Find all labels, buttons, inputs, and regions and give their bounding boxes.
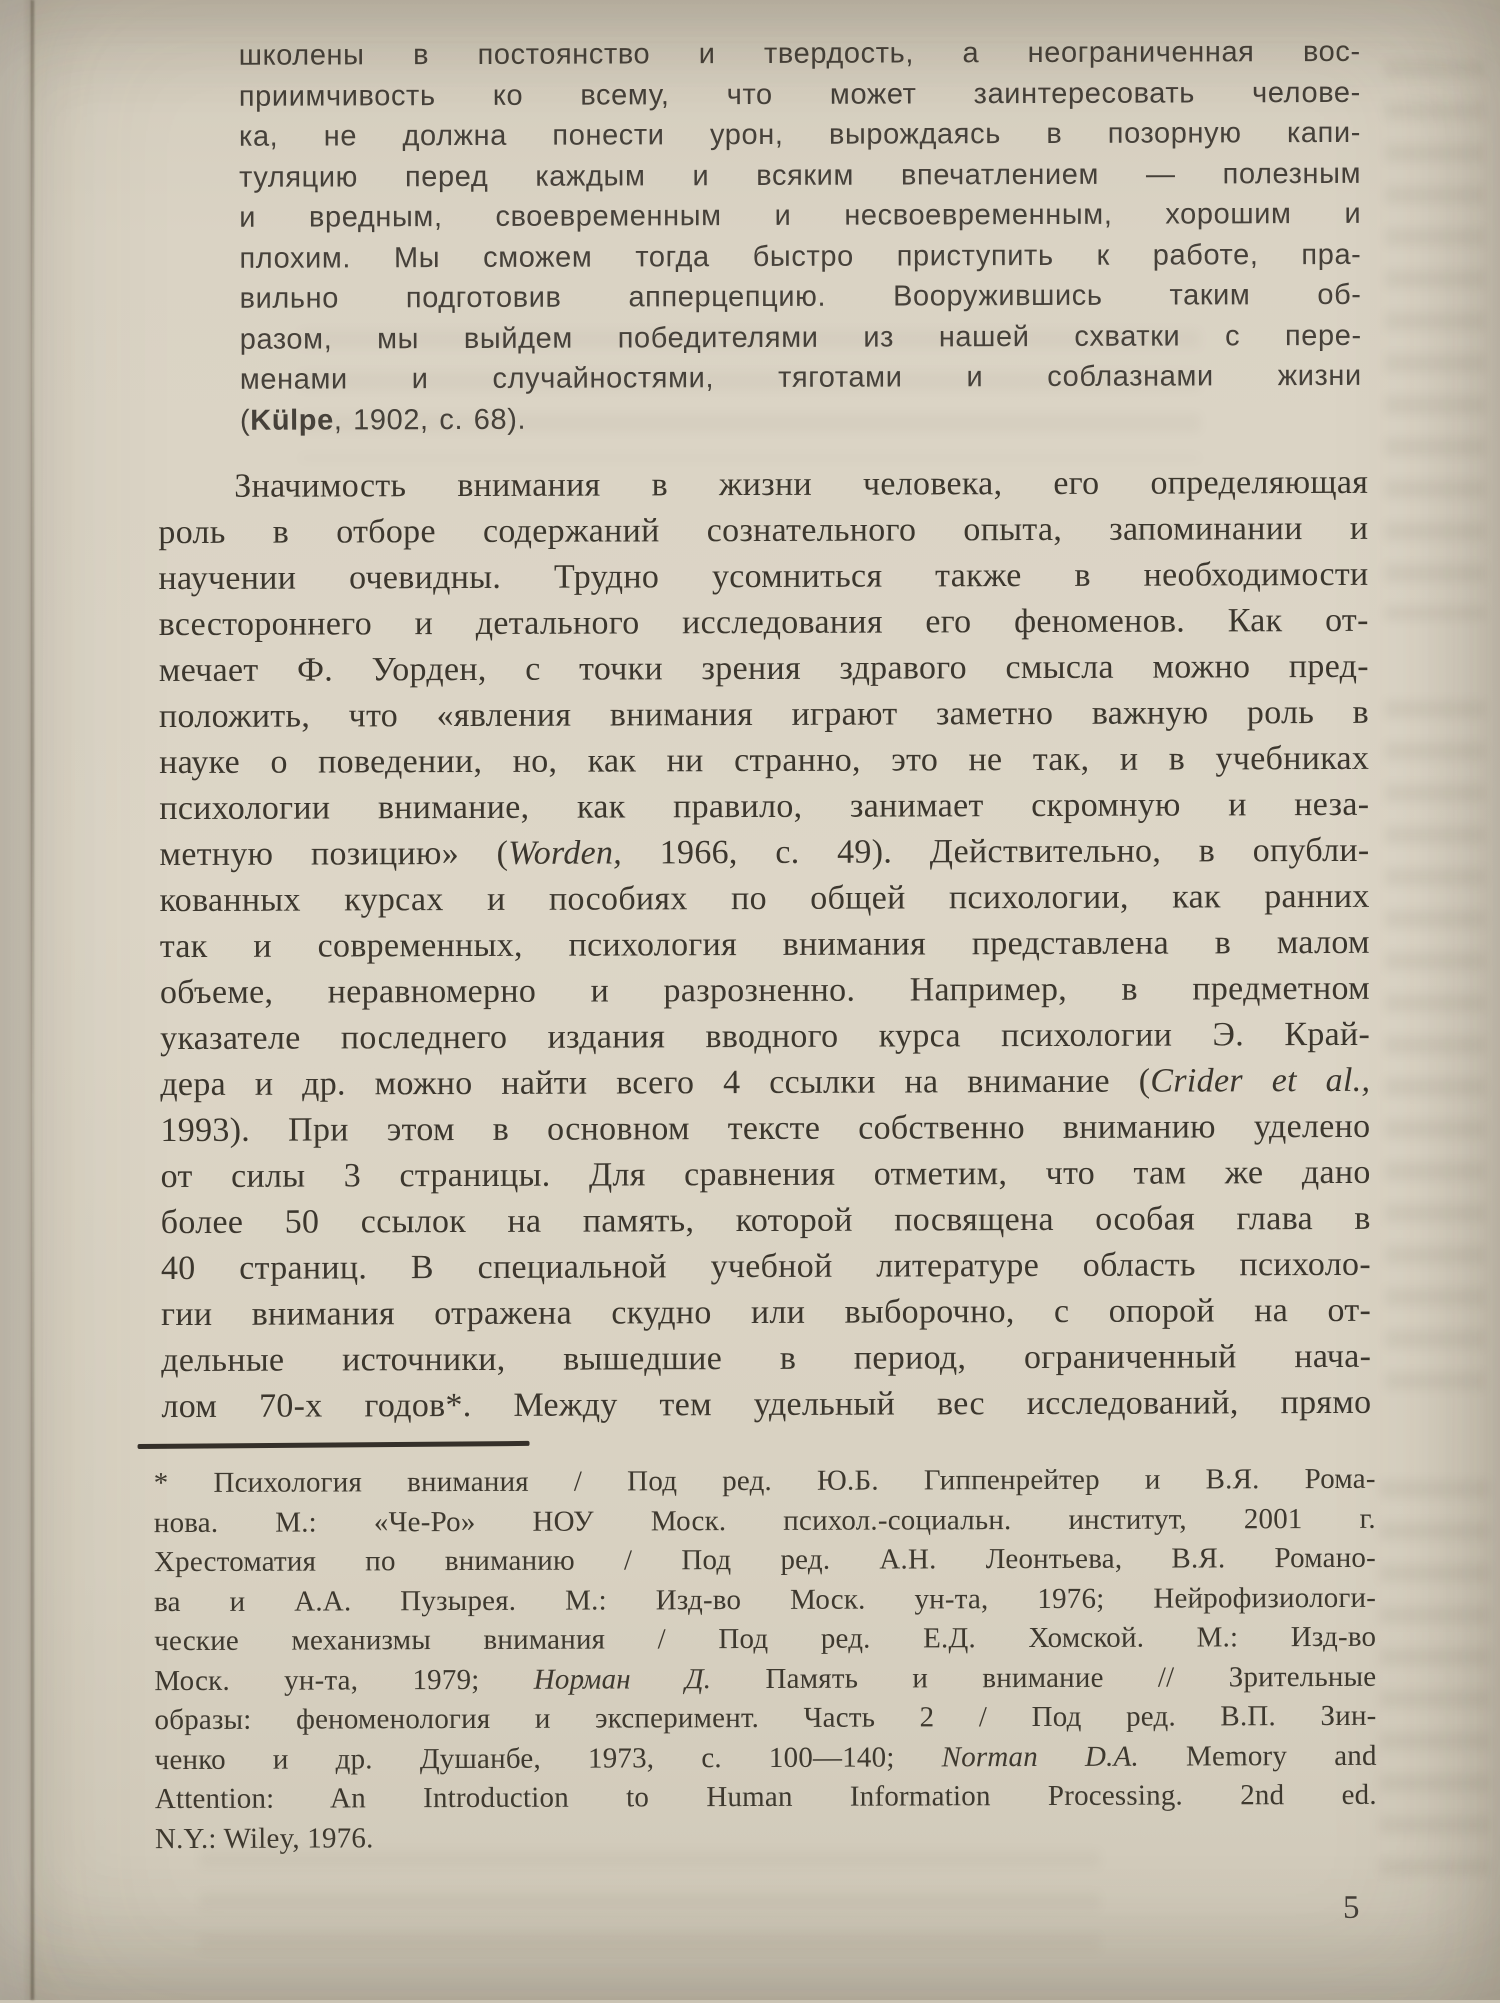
body-line: дера и др. можно найти всего 4 ссылки на внимание (Crider et al., (160, 1061, 1371, 1104)
footnote-line: Attention: An Introduction to Human Information Processing. 2nd ed. (154, 1778, 1377, 1816)
quote-line: разом, мы выйдем победителями из нашей схватки с пере- (239, 319, 1362, 356)
body-line: дельные источники, вышедшие в период, ограниченный нача- (161, 1337, 1372, 1380)
footnote (154, 1460, 1377, 1859)
body-line: мечает Ф. Уорден, с точки зрения здравого смысла можно пред- (158, 647, 1369, 690)
quote-line: школены в постоянство и твердость, а неограниченная вос- (238, 35, 1361, 72)
body-line: кованных курсах и пособиях по общей психологии, как ранних (159, 877, 1370, 920)
footnote-line: ченко и др. Душанбе, 1973, с. 100—140; Norman D.A. Memory and (154, 1739, 1377, 1776)
body-line: психологии внимание, как правило, занимает скромную и неза- (159, 785, 1370, 828)
body-line: 40 страниц. В специальной учебной литературе область психоло- (160, 1245, 1371, 1288)
quote-line: и вредным, своевременным и несвоевременным, хорошим и (239, 197, 1362, 234)
quote-line: вильно подготовив апперцепцию. Вооружившись таким об- (239, 278, 1362, 315)
body-line: от силы 3 страницы. Для сравнения отметим, что там же дано (160, 1153, 1371, 1196)
footnote-rule (138, 1441, 530, 1449)
block-quote (239, 32, 1362, 441)
body-line: объеме, неравномерно и разрозненно. Например, в предметном (159, 969, 1371, 1012)
quote-line: плохим. Мы сможем тогда быстро приступить к работе, пра- (239, 238, 1362, 275)
body-line: научении очевидны. Трудно усомниться также в необходимости (158, 555, 1369, 598)
body-paragraph (158, 460, 1371, 1430)
footnote-line: нова. М.: «Че-Ро» НОУ Моск. психол.-социальн. институт, 2001 г. (153, 1502, 1376, 1539)
footnote-line: * Психология внимания / Под ред. Ю.Б. Гиппенрейтер и В.Я. Рома- (153, 1462, 1376, 1500)
body-line: метную позицию» (Worden, 1966, с. 49). Действительно, в опубли- (159, 831, 1370, 874)
footnote-line: образы: феноменология и эксперимент. Часть 2 / Под ред. В.П. Зин- (154, 1699, 1377, 1737)
body-line: всестороннего и детального исследования его феноменов. Как от- (158, 601, 1369, 644)
footnote-line: N.Y.: Wiley, 1976. (154, 1821, 374, 1855)
footnote-line: ва и А.А. Пузырея. М.: Изд-во Моск. ун-та, 1976; Нейрофизиологи- (154, 1581, 1377, 1618)
body-line: 1993). При этом в основном тексте собственно вниманию уделено (160, 1107, 1371, 1150)
quote-line: приимчивость ко всему, что может заинтересовать челове- (238, 76, 1361, 113)
body-line: положить, что «явления внимания играют заметно важную роль в (158, 693, 1370, 736)
body-line: более 50 ссылок на память, которой посвящена особая глава в (160, 1199, 1371, 1242)
body-line: указателе последнего издания вводного курса психологии Э. Край- (160, 1015, 1371, 1058)
body-line: гии внимания отражена скудно или выборочно, с опорой на от- (161, 1291, 1372, 1334)
body-line: роль в отборе содержаний сознательного опыта, запоминании и (158, 509, 1369, 552)
quote-line: (Külpe, 1902, с. 68). (239, 403, 527, 437)
quote-line: ка, не должна понести урон, вырождаясь в позорную капи- (238, 116, 1362, 153)
footnote-line: Хрестоматия по вниманию / Под ред. А.Н. Леонтьева, В.Я. Романо- (153, 1541, 1377, 1579)
page-number: 5 (1342, 1889, 1360, 1926)
body-line: Значимость внимания в жизни человека, его определяющая (234, 463, 1369, 505)
body-line: науке о поведении, но, как ни странно, это не так, и в учебниках (159, 739, 1370, 782)
footnote-line: ческие механизмы внимания / Под ред. Е.Д. Хомской. М.: Изд-во (154, 1620, 1377, 1658)
footnote-line: Моск. ун-та, 1979; Норман Д. Память и внимание // Зрительные (154, 1660, 1377, 1697)
body-line: лом 70-х годов*. Между тем удельный вес исследований, прямо (161, 1383, 1372, 1426)
quote-line: туляцию перед каждым и всяким впечатлением — полезным (239, 157, 1362, 194)
body-line: так и современных, психология внимания представлена в малом (159, 923, 1370, 966)
quote-line: менами и случайностями, тяготами и соблазнами жизни (239, 359, 1362, 396)
